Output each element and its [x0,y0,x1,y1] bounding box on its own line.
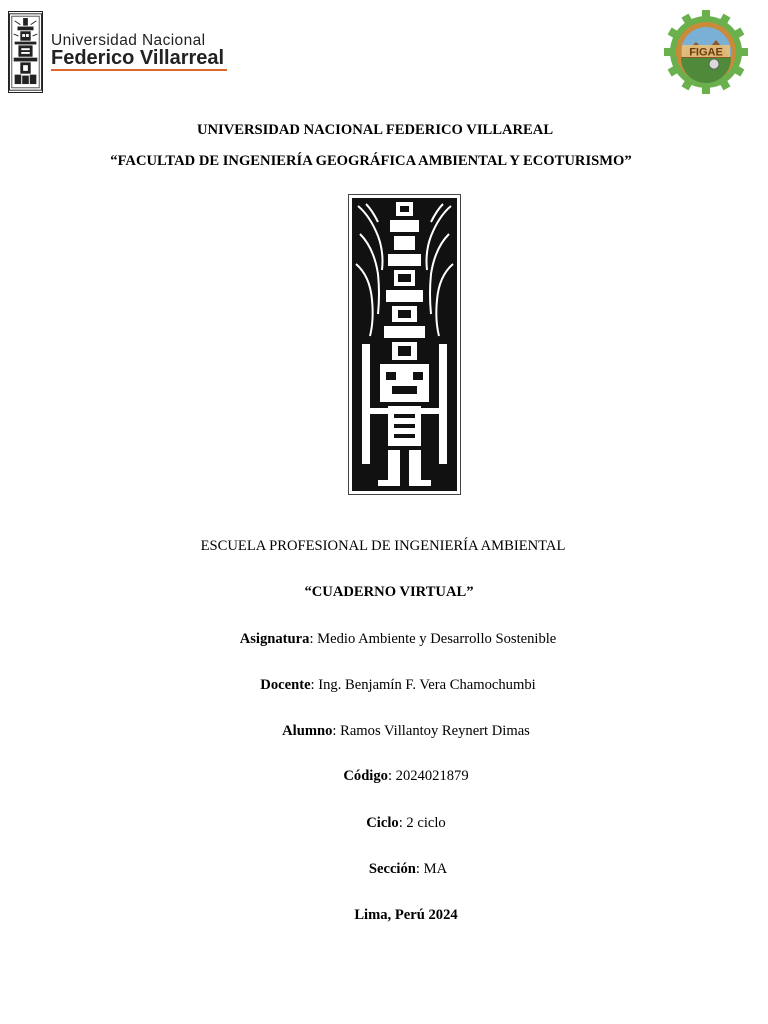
university-title: UNIVERSIDAD NACIONAL FEDERICO VILLAREAL [196,122,554,138]
university-logo-line2: Federico Villarreal [51,47,225,69]
logo-accent-line [51,69,227,71]
university-emblem-icon [8,11,43,93]
field-value: : MA [415,861,448,877]
field-value: : Ing. Benjamín F. Vera Chamochumbi [310,677,536,693]
field-value: : 2024021879 [387,768,469,784]
field-codigo [22,767,768,785]
work-title: “CUADERNO VIRTUAL” [304,584,474,600]
school-name: ESCUELA PROFESIONAL DE INGENIERÍA AMBIENTAL [200,538,566,554]
field-label: Ciclo [366,815,399,831]
field-label: Alumno [282,723,333,739]
field-ciclo [22,814,768,832]
field-label: Sección [368,861,416,877]
field-label: Asignatura [239,631,310,647]
field-label: Docente [260,677,311,693]
university-logo [8,11,233,95]
university-logo-line1: Universidad Nacional [51,32,206,49]
field-value: : Medio Ambiente y Desarrollo Sostenible [309,631,557,647]
field-asignatura [14,630,768,648]
field-label: Código [343,768,388,784]
field-docente [14,676,768,694]
field-value: : 2 ciclo [398,815,446,831]
svg-text:FIGAE: FIGAE [689,46,723,59]
faculty-title: “FACULTAD DE INGENIERÍA GEOGRÁFICA AMBIENTAL Y ECOTURISMO” [110,153,632,169]
field-seccion [24,860,768,878]
faculty-seal-icon [658,10,754,94]
raimondi-stele-icon [348,194,461,495]
field-alumno [22,722,768,740]
place-date: Lima, Perú 2024 [354,907,458,923]
field-value: : Ramos Villantoy Reynert Dimas [332,723,530,739]
